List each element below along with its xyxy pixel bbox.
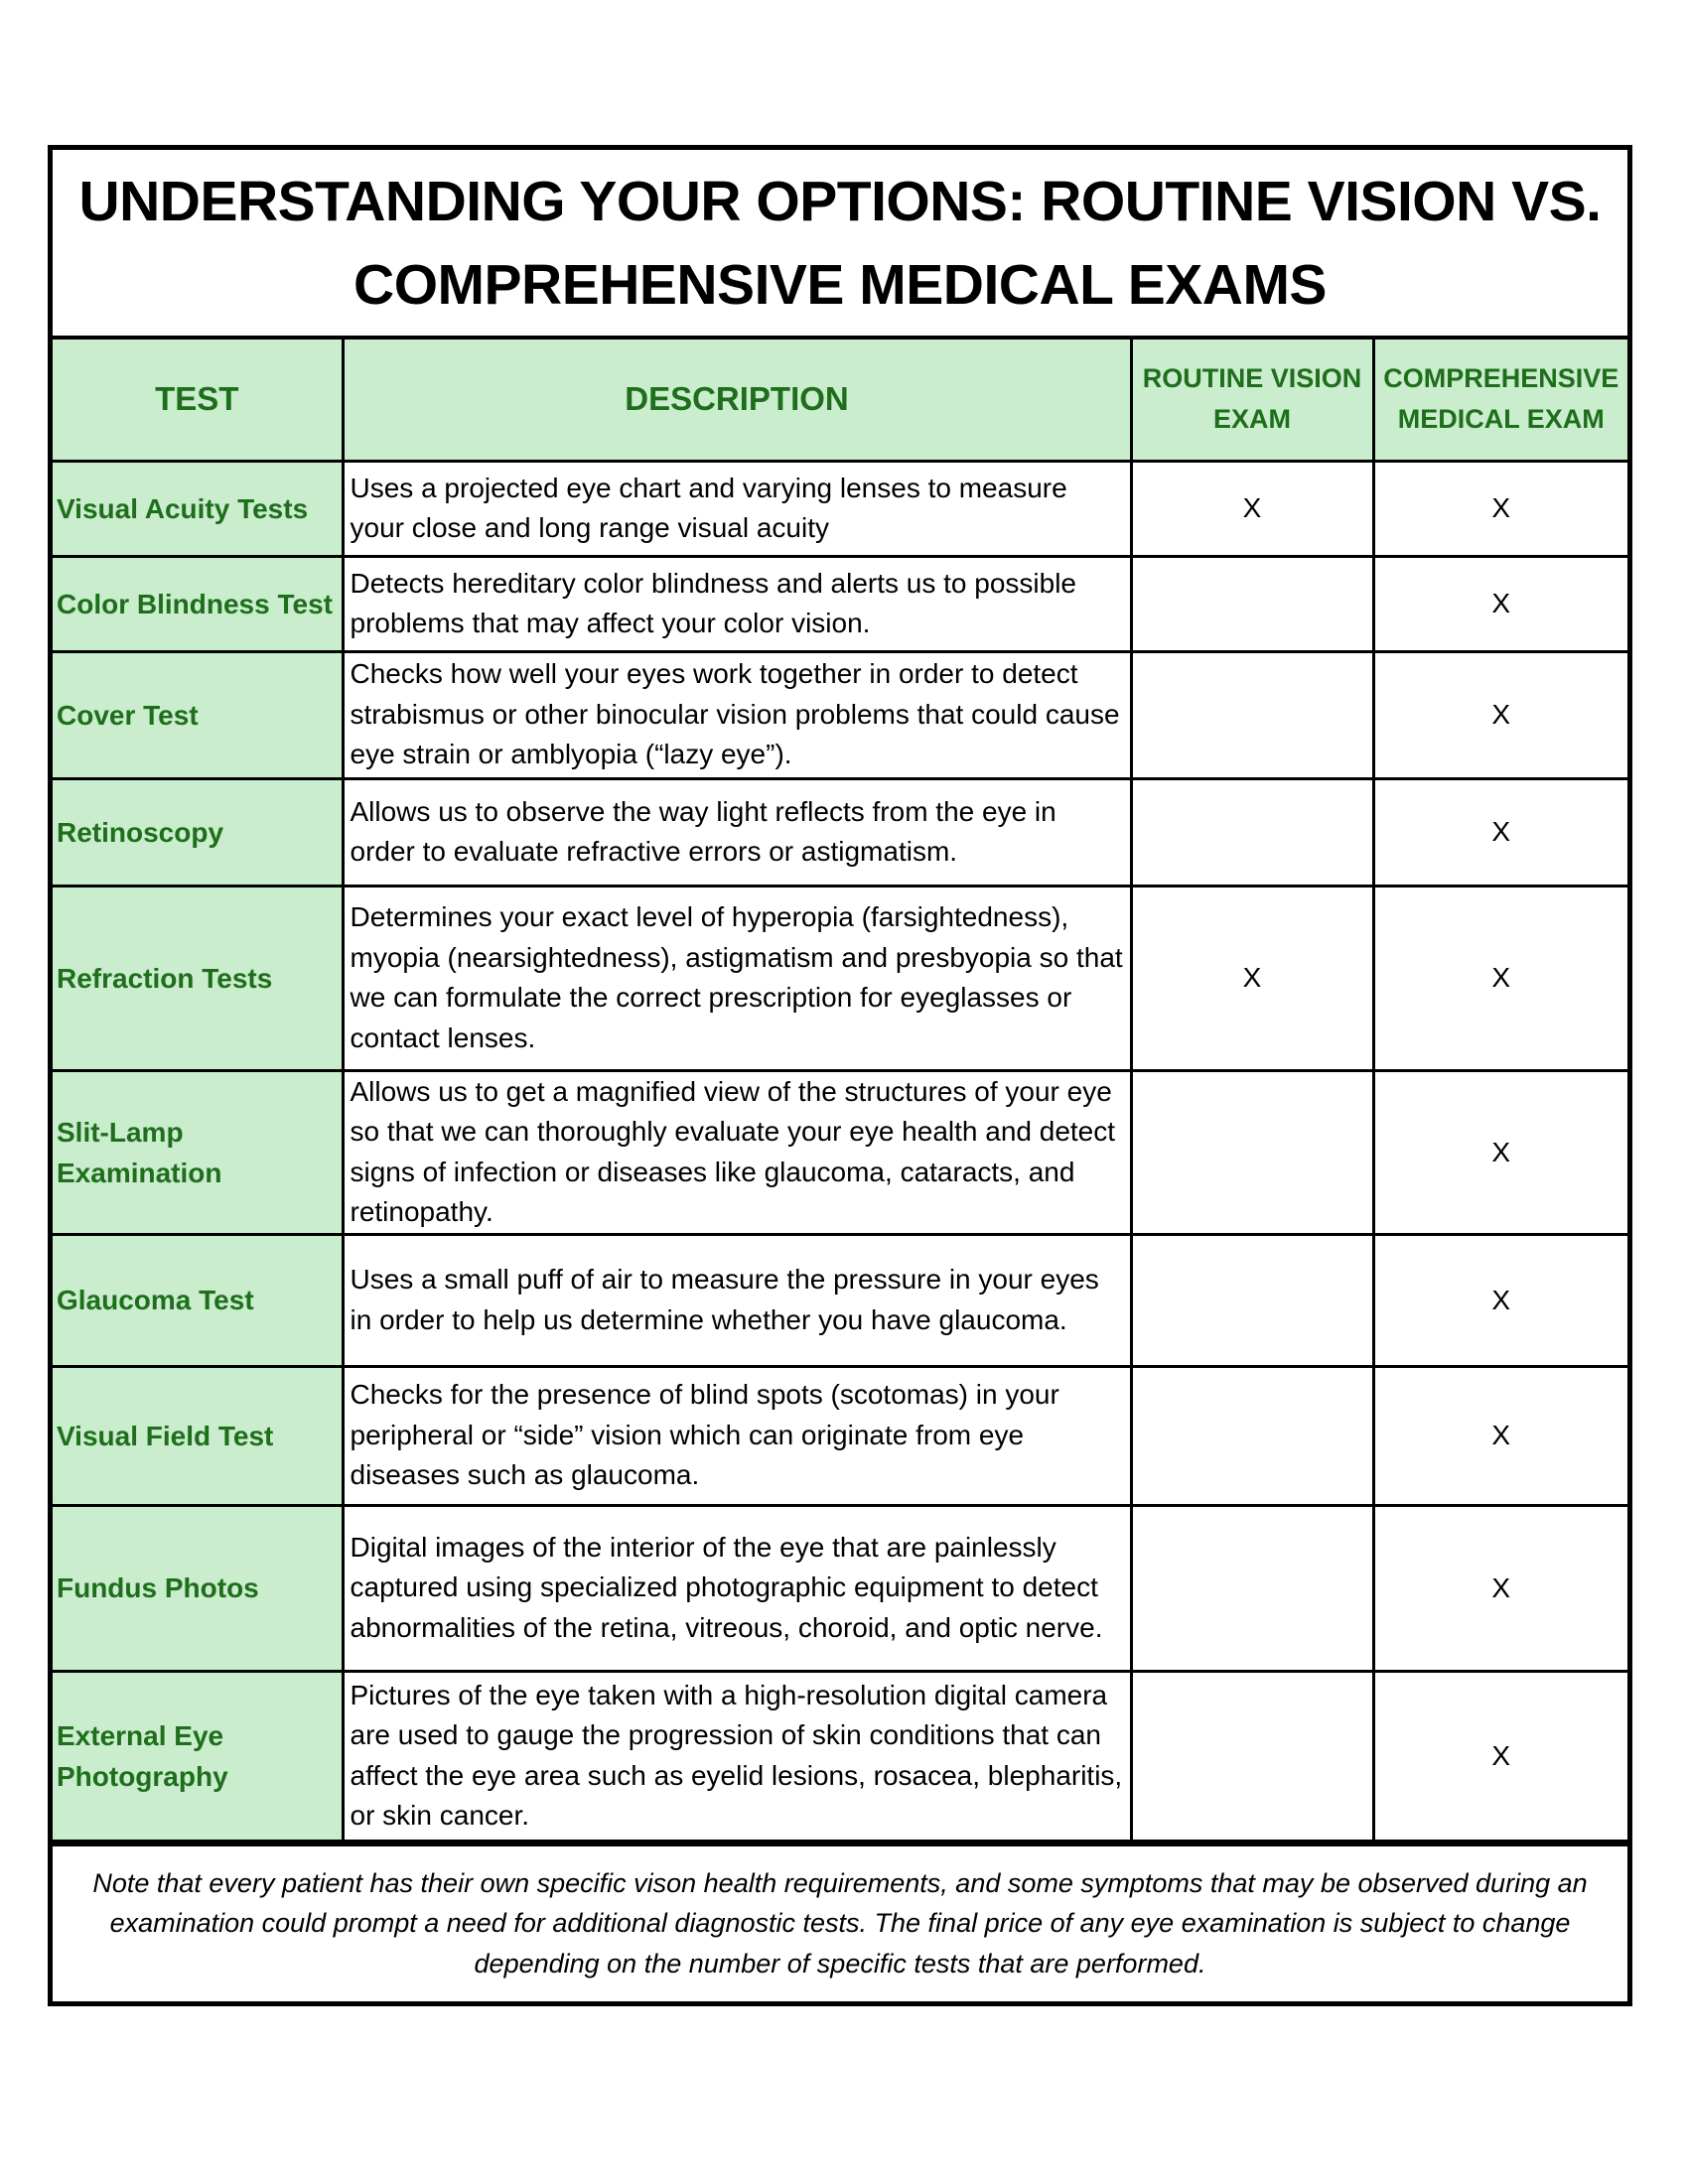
comprehensive-mark: X	[1373, 1366, 1627, 1505]
routine-mark	[1131, 1366, 1373, 1505]
comprehensive-mark: X	[1373, 1505, 1627, 1671]
table-row	[53, 556, 1627, 651]
test-name: External Eye Photography	[53, 1671, 343, 1841]
table-row	[53, 651, 1627, 778]
routine-mark	[1131, 1505, 1373, 1671]
test-description: Allows us to observe the way light reflects from the eye in order to evaluate refractive errors or astigmatism.	[343, 778, 1131, 886]
test-name: Fundus Photos	[53, 1505, 343, 1671]
header-routine-vision-exam: ROUTINE VISION EXAM	[1131, 340, 1373, 461]
test-name: Color Blindness Test	[53, 556, 343, 651]
title-box	[53, 150, 1627, 340]
table-row	[53, 1070, 1627, 1234]
routine-mark	[1131, 556, 1373, 651]
test-name: Retinoscopy	[53, 778, 343, 886]
test-name: Glaucoma Test	[53, 1234, 343, 1366]
routine-mark	[1131, 778, 1373, 886]
table-row	[53, 1234, 1627, 1366]
routine-mark: X	[1131, 886, 1373, 1070]
test-description: Allows us to get a magnified view of the structures of your eye so that we can thoroughly evaluate your eye health and detect signs of infection or diseases like glaucoma, cataracts, and retinopathy.	[343, 1070, 1131, 1234]
table-row	[53, 1505, 1627, 1671]
table-row	[53, 461, 1627, 556]
comprehensive-mark: X	[1373, 461, 1627, 556]
routine-mark	[1131, 1234, 1373, 1366]
header-test: TEST	[53, 340, 343, 461]
comparison-table	[53, 340, 1627, 1843]
test-description: Determines your exact level of hyperopia (farsightedness), myopia (nearsightedness), astigmatism and presbyopia so that we can formulate the correct prescription for eyeglasses or contact lenses.	[343, 886, 1131, 1070]
test-description: Checks for the presence of blind spots (scotomas) in your peripheral or “side” vision which can originate from eye diseases such as glaucoma.	[343, 1366, 1131, 1505]
page-title: UNDERSTANDING YOUR OPTIONS: ROUTINE VISION VS. COMPREHENSIVE MEDICAL EXAMS	[78, 169, 1602, 317]
comprehensive-mark: X	[1373, 1234, 1627, 1366]
comprehensive-mark: X	[1373, 1070, 1627, 1234]
comprehensive-mark: X	[1373, 1671, 1627, 1841]
test-description: Checks how well your eyes work together in order to detect strabismus or other binocular vision problems that could cause eye strain or amblyopia (“lazy eye”).	[343, 651, 1131, 778]
header-description: DESCRIPTION	[343, 340, 1131, 461]
test-description: Detects hereditary color blindness and alerts us to possible problems that may affect your color vision.	[343, 556, 1131, 651]
header-row	[53, 340, 1627, 461]
comprehensive-mark: X	[1373, 651, 1627, 778]
header-comprehensive-medical-exam: COMPREHENSIVE MEDICAL EXAM	[1373, 340, 1627, 461]
table-row	[53, 1366, 1627, 1505]
test-description: Pictures of the eye taken with a high-resolution digital camera are used to gauge the progression of skin conditions that can affect the eye area such as eyelid lesions, rosacea, blepharitis, or skin cancer.	[343, 1671, 1131, 1841]
comprehensive-mark: X	[1373, 778, 1627, 886]
table-row	[53, 1671, 1627, 1841]
test-name: Visual Acuity Tests	[53, 461, 343, 556]
test-name: Visual Field Test	[53, 1366, 343, 1505]
table-row	[53, 886, 1627, 1070]
test-name: Slit-Lamp Examination	[53, 1070, 343, 1234]
footnote	[53, 1843, 1627, 2001]
routine-mark	[1131, 1671, 1373, 1841]
comprehensive-mark: X	[1373, 886, 1627, 1070]
routine-mark	[1131, 1070, 1373, 1234]
test-description: Uses a small puff of air to measure the pressure in your eyes in order to help us determine whether you have glaucoma.	[343, 1234, 1131, 1366]
test-name: Refraction Tests	[53, 886, 343, 1070]
test-description: Uses a projected eye chart and varying lenses to measure your close and long range visual acuity	[343, 461, 1131, 556]
comprehensive-mark: X	[1373, 556, 1627, 651]
table-row	[53, 778, 1627, 886]
test-name: Cover Test	[53, 651, 343, 778]
footnote-text: Note that every patient has their own specific vison health requirements, and some symptoms that may be observed during an examination could prompt a need for additional diagnostic tests. The final price of any eye examination is subject to change depending on the number of specific tests that are performed.	[92, 1867, 1588, 1979]
routine-mark: X	[1131, 461, 1373, 556]
comparison-sheet	[48, 145, 1632, 2006]
test-description: Digital images of the interior of the eye that are painlessly captured using specialized photographic equipment to detect abnormalities of the retina, vitreous, choroid, and optic nerve.	[343, 1505, 1131, 1671]
routine-mark	[1131, 651, 1373, 778]
